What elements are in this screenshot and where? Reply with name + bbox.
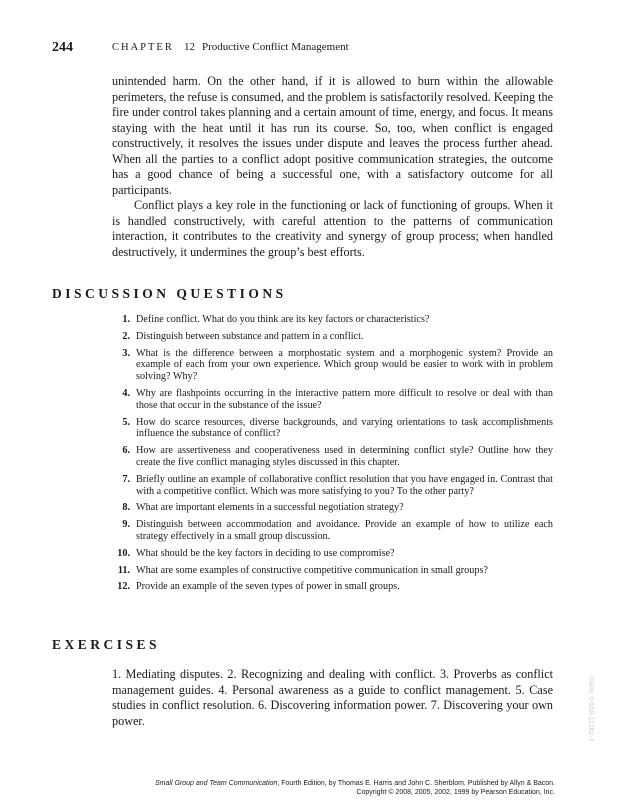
- question-text: Distinguish between substance and pattern in a conflict.: [136, 330, 364, 342]
- question-item: [110, 548, 553, 560]
- question-item: [110, 519, 553, 543]
- question-number: 7.: [122, 473, 130, 485]
- question-number: 3.: [122, 347, 130, 359]
- question-text: Why are flashpoints occurring in the interactive pattern more difficult to resolve or deal with than those that occur in the substance of the issue?: [136, 387, 553, 411]
- body-paragraph-2: Conflict plays a key role in the functioning or lack of functioning of groups. When it is handled constructively, with careful attention to the patterns of communication interaction, it contributes to the creativity and synergy of group process; when handled destructively, it undermines the group’s best efforts.: [112, 198, 553, 259]
- question-item: [110, 331, 553, 343]
- footer-copyright: Copyright © 2008, 2005, 2002, 1999 by Pearson Education, Inc.: [356, 789, 555, 796]
- question-number: 5.: [122, 416, 130, 428]
- page-footer: [100, 779, 555, 797]
- question-text: Provide an example of the seven types of power in small groups.: [136, 581, 400, 593]
- question-text: What are some examples of constructive competitive communication in small groups?: [136, 564, 488, 576]
- question-text: Briefly outline an example of collaborative conflict resolution that you have engaged in. Contrast that with a competitive conflict. Which was more satisfying to you? To the other party?: [136, 473, 553, 497]
- discussion-questions-list: [110, 314, 553, 598]
- body-text: [112, 74, 553, 260]
- question-item: [110, 314, 553, 326]
- page-header: [0, 40, 617, 58]
- chapter-label: CHAPTER: [112, 42, 174, 53]
- question-number: 11.: [117, 564, 130, 576]
- footer-line-1: [100, 779, 555, 788]
- question-number: 12.: [117, 581, 130, 593]
- question-item: [110, 581, 553, 593]
- question-number: 8.: [122, 502, 130, 514]
- question-number: 9.: [122, 519, 130, 531]
- question-item: [110, 388, 553, 412]
- chapter-number: 12: [184, 41, 195, 53]
- question-text: How are assertiveness and cooperativeness used in determining conflict style? Outline how they create the five conflict managing styles discussed in this chapter.: [136, 445, 553, 468]
- question-text: What is the difference between a morphostatic system and a morphogenic system? Provide an example of each from your own experience. Which group would be easier to work with in problem solving? Why?: [136, 347, 553, 383]
- footer-book-title: Small Group and Team Communication: [155, 780, 278, 787]
- page-number: 244: [52, 40, 73, 55]
- question-number: 6.: [122, 445, 130, 457]
- question-text: Distinguish between accommodation and avoidance. Provide an example of how to utilize each strategy effectively in a small group discussion.: [136, 519, 553, 542]
- body-paragraph-1: unintended harm. On the other hand, if it is allowed to burn within the allowable perimeters, the refuse is consumed, and the problem is satisfactorily resolved. Keeping the fire under control takes planning and a certain amount of time, energy, and focus. It means staying with the heat until it has run its course. So, too, when conflict is engaged constructively, it resolves the issues under dispute and leaves the process further ahead. When all the parties to a conflict adopt positive communication strategies, the outcome has a good chance of being a successful one, with a satisfactory outcome for all participants.: [112, 74, 553, 197]
- discussion-questions-heading: DISCUSSION QUESTIONS: [52, 286, 287, 301]
- question-item: [110, 502, 553, 514]
- exercises-heading: EXERCISES: [52, 637, 161, 652]
- question-number: 2.: [122, 330, 130, 342]
- question-number: 1.: [122, 314, 130, 325]
- footer-edition-info: , Fourth Edition, by Thomas E. Harris and John C. Sherblom. Published by Allyn & Bacon.: [277, 780, 555, 787]
- question-number: 10.: [117, 547, 130, 559]
- question-item: [110, 445, 553, 469]
- chapter-title: Productive Conflict Management: [202, 41, 349, 53]
- question-text: How do scarce resources, diverse backgrounds, and varying orientations to task accomplishments influence the substance of conflict?: [136, 416, 553, 440]
- question-item: [110, 565, 553, 577]
- question-item: [110, 474, 553, 498]
- question-item: [110, 348, 553, 383]
- question-text: Define conflict. What do you think are its key factors or characteristics?: [136, 314, 430, 325]
- isbn-side-note: [584, 676, 598, 776]
- question-text: What should be the key factors in deciding to use compromise?: [136, 547, 395, 559]
- question-text: What are important elements in a successful negotiation strategy?: [136, 502, 404, 514]
- isbn-text: ISBN: 0-558-11262-7: [587, 676, 594, 742]
- exercises-text: 1. Mediating disputes. 2. Recognizing and dealing with conflict. 3. Proverbs as conflict management guides. 4. Personal awareness as a guide to conflict management. 5. Case studies in conflict resolution. 6. Discovering information power. 7. Discovering your own power.: [112, 667, 553, 728]
- question-item: [110, 417, 553, 441]
- question-number: 4.: [122, 387, 130, 399]
